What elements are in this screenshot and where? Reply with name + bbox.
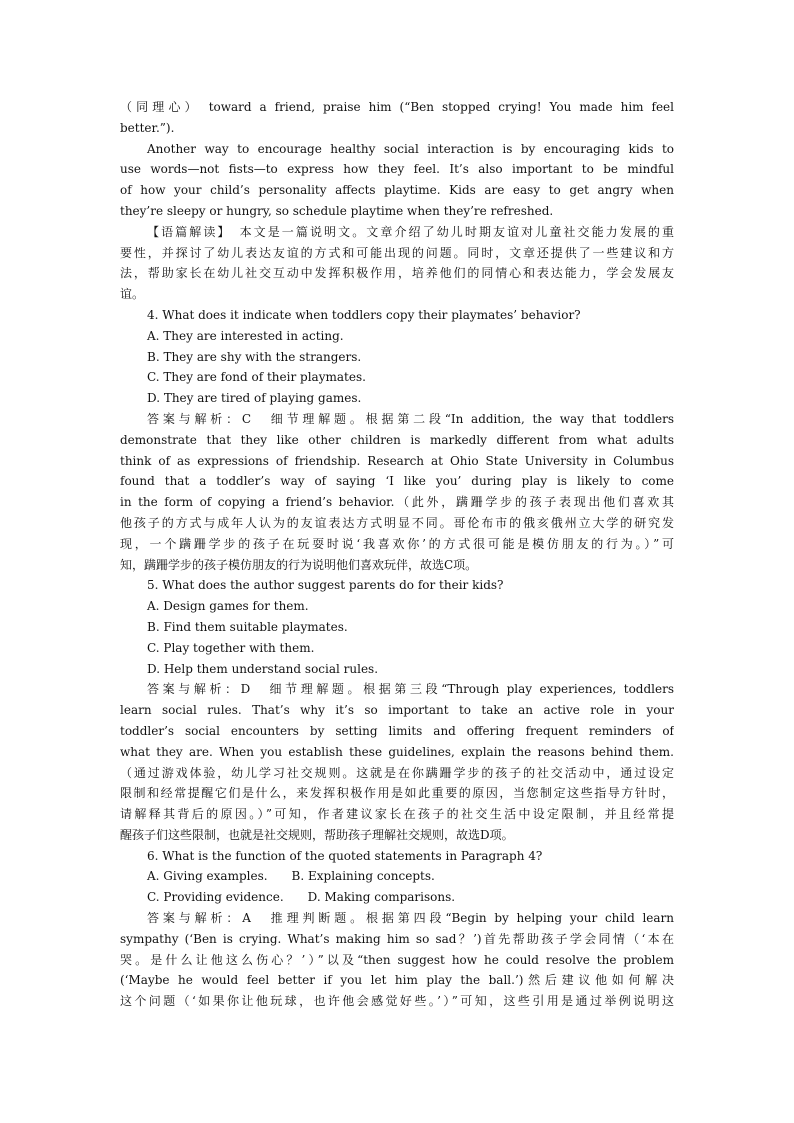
question-5-option-b: B. Find them suitable playmates. bbox=[147, 619, 348, 634]
document-page bbox=[120, 97, 674, 1012]
answer-6-line: 答案与解析：A 推理判断题。根据第四段“Begin by helping your child learn bbox=[147, 911, 674, 926]
answer-6-line: 哭。是什么让他这么伤心？’）”以及“then suggest how he could resolve the problem bbox=[120, 952, 674, 967]
passage-line: better.”). bbox=[120, 120, 175, 135]
answer-5-line: learn social rules. That’s why it’s so important to take an active role in your bbox=[120, 703, 674, 718]
question-6-options-cd: C. Providing evidence. D. Making comparisons. bbox=[147, 890, 456, 905]
question-4-option-a: A. They are interested in acting. bbox=[147, 328, 344, 343]
answer-4-line: 答案与解析：C 细节理解题。根据第二段“In addition, the way that toddlers bbox=[147, 411, 674, 426]
answer-6-line: 这个问题（‘如果你让他玩球，也许他会感觉好些。’）”可知，这些引用是通过举例说明这 bbox=[120, 994, 674, 1009]
question-5-option-a: A. Design games for them. bbox=[147, 599, 309, 614]
answer-4-line: 知，蹒跚学步的孩子模仿朋友的行为说明他们喜欢玩伴，故选C项。 bbox=[120, 557, 478, 572]
discourse-analysis-line: 【语篇解读】 本文是一篇说明文。文章介绍了幼儿时期友谊对儿童社交能力发展的重 bbox=[147, 224, 674, 239]
answer-6-line: (‘Maybe he would feel better if you let him play the ball.’)然后建议他如何解决 bbox=[120, 973, 674, 988]
answer-5-line: what they are. When you establish these guidelines, explain the reasons behind them. bbox=[120, 744, 674, 759]
question-6-options-ab: A. Giving examples. B. Explaining concepts. bbox=[147, 869, 435, 884]
passage-line: they’re sleepy or hungry, so schedule playtime when they’re refreshed. bbox=[120, 203, 554, 218]
answer-5-line: 答案与解析：D 细节理解题。根据第三段“Through play experiences, toddlers bbox=[147, 682, 674, 697]
discourse-analysis-line: 谊。 bbox=[120, 287, 145, 302]
discourse-analysis-line: 要性，并探讨了幼儿表达友谊的方式和可能出现的问题。同时，文章还提供了一些建议和方 bbox=[120, 245, 674, 260]
question-5-option-d: D. Help them understand social rules. bbox=[147, 661, 379, 676]
answer-4-line: in the form of copying a friend’s behavior.（此外，蹒跚学步的孩子表现出他们喜欢其 bbox=[120, 495, 674, 510]
question-4-option-c: C. They are fond of their playmates. bbox=[147, 370, 366, 385]
passage-line: of how your child’s personality affects playtime. Kids are easy to get angry when bbox=[120, 183, 674, 198]
question-5-option-c: C. Play together with them. bbox=[147, 640, 315, 655]
question-5-stem: 5. What does the author suggest parents do for their kids? bbox=[147, 578, 504, 593]
passage-line: Another way to encourage healthy social interaction is by encouraging kids to bbox=[147, 141, 674, 156]
answer-5-line: 请解释其背后的原因。）”可知，作者建议家长在孩子的社交生活中设定限制，并且经常提 bbox=[120, 807, 674, 822]
passage-line: use words—not fists—to express how they feel. It’s also important to be mindful bbox=[120, 162, 674, 177]
answer-5-line: 醒孩子们这些限制，也就是社交规则，帮助孩子理解社交规则，故选D项。 bbox=[120, 827, 514, 842]
question-6-stem: 6. What is the function of the quoted statements in Paragraph 4? bbox=[147, 848, 543, 863]
question-4-option-b: B. They are shy with the strangers. bbox=[147, 349, 362, 364]
answer-4-line: 他孩子的方式与成年人认为的友谊表达方式明显不同。哥伦布市的俄亥俄州立大学的研究发 bbox=[120, 515, 674, 530]
answer-5-line: 限制和经常提醒它们是什么，来发挥积极作用是如此重要的原因，当您制定这些指导方针时， bbox=[120, 786, 674, 801]
answer-5-line: （通过游戏体验，幼儿学习社交规则。这就是在你蹒跚学步的孩子的社交活动中，通过设定 bbox=[120, 765, 674, 780]
discourse-analysis-line: 法，帮助家长在幼儿社交互动中发挥积极作用，培养他们的同情心和表达能力，学会发展友 bbox=[120, 266, 674, 281]
answer-6-line: sympathy (‘Ben is crying. What’s making him so sad？’)首先帮助孩子学会同情（‘本在 bbox=[120, 931, 674, 946]
passage-line: （同理心） toward a friend, praise him (“Ben stopped crying! You made him feel bbox=[120, 100, 674, 114]
answer-5-line: toddler’s social encounters by setting limits and offering frequent reminders of bbox=[120, 723, 674, 738]
answer-4-line: 现，一个蹒跚学步的孩子在玩耍时说‘我喜欢你’的方式很可能是模仿朋友的行为。）”可 bbox=[120, 536, 674, 551]
answer-4-line: found that a toddler’s way of saying ‘I like you’ during play is likely to come bbox=[120, 474, 674, 489]
question-4-stem: 4. What does it indicate when toddlers copy their playmates’ behavior? bbox=[147, 307, 581, 322]
question-4-option-d: D. They are tired of playing games. bbox=[147, 391, 362, 406]
answer-4-line: demonstrate that they like other children is markedly different from what adults bbox=[120, 432, 674, 447]
answer-4-line: think of as expressions of friendship. Research at Ohio State University in Columbus bbox=[120, 453, 674, 468]
